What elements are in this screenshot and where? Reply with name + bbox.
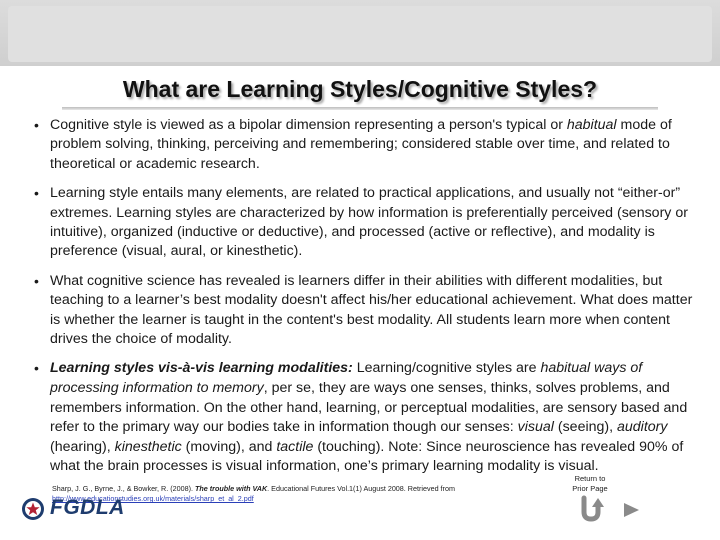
bullet-text: Cognitive style is viewed as a bipolar dimension representing a person's typical or [50, 117, 567, 133]
header-band-panel [8, 6, 712, 62]
star-seal-icon [20, 496, 46, 522]
u-turn-arrow-icon[interactable] [578, 494, 604, 522]
bullet-emphasis: auditory [617, 419, 668, 436]
bullet-emphasis: visual [517, 419, 554, 436]
title-underline [62, 107, 658, 110]
bullet-dot: • [34, 272, 39, 289]
bullet-text: Learning/cognitive styles are [352, 360, 541, 377]
return-label: Return to Prior Page [572, 474, 608, 493]
bullet-item-cognitive-style [34, 116, 694, 174]
bullet-list [34, 116, 694, 487]
bullet-emphasis: kinesthetic [114, 438, 182, 455]
logo-text: FGDLA [50, 496, 125, 519]
bullet-text: (seeing), [553, 419, 618, 436]
bullet-item-learning-style [34, 184, 694, 262]
bullet-dot: • [34, 360, 39, 377]
bullet-text: (hearing), [50, 438, 115, 455]
bullet-emphasis: habitual [566, 117, 617, 133]
bullet-emphasis: tactile [276, 438, 314, 455]
citation-title: The trouble with VAK [195, 484, 268, 493]
bullet-text: (touching). Note: Since neuroscience has revealed 90% of what the brain processes is visual information, one’s primary learning modality is visual. [50, 438, 684, 475]
citation-link[interactable]: http://www.educationstudies.org.uk/materials/sharp_et_al_2.pdf [52, 494, 254, 503]
bullet-dot: • [34, 185, 39, 202]
play-arrow-icon[interactable] [622, 502, 640, 518]
fgdla-logo [20, 496, 145, 522]
bullet-emphasis: habitual ways of processing information to memory [50, 360, 643, 397]
bullet-item-cognitive-science [34, 272, 694, 350]
slide-title: What are Learning Styles/Cognitive Styles? [122, 76, 598, 102]
bullet-dot: • [34, 117, 39, 133]
citation-authors: Sharp, J. G., Byrne, J., & Bowker, R. (2008). [52, 484, 196, 493]
bullet-text: , per se, they are ways one senses, thinks, solves problems, and remembers information. On the other hand, learning, or perceptual modalities, are sensory based and refer to the primary way our bodies take in information though our senses: [50, 380, 688, 436]
bullet-text: Learning style entails many elements, are related to practical applications, and usually not “either-or” extremes. Learning styles are characterized by how information is preferentially perceived (sensory or intuitive), organized (inductive or deductive), and processed (active or reflective), and modality is preference (visual, aural, or kinesthetic). [50, 185, 688, 260]
bullet-lead: Learning styles vis-à-vis learning modalities: [50, 360, 353, 377]
bullet-text: mode of problem solving, thinking, perceiving and remembering; considered stable over time, and related to theoretical or academic research. [50, 117, 672, 172]
bullet-item-modalities [34, 359, 694, 477]
header-band [0, 0, 720, 66]
citation-rest: . Educational Futures Vol.1(1) August 2008. Retrieved from [267, 484, 455, 493]
bullet-text: What cognitive science has revealed is learners differ in their abilities with different modalities, but teaching to a learner’s best modality doesn't affect his/her educational achievement. What does matter is whether the learner is taught in the content's best modality. All students learn more when content drives the choice of modality. [50, 272, 693, 348]
bullet-text: (moving), and [181, 438, 277, 455]
